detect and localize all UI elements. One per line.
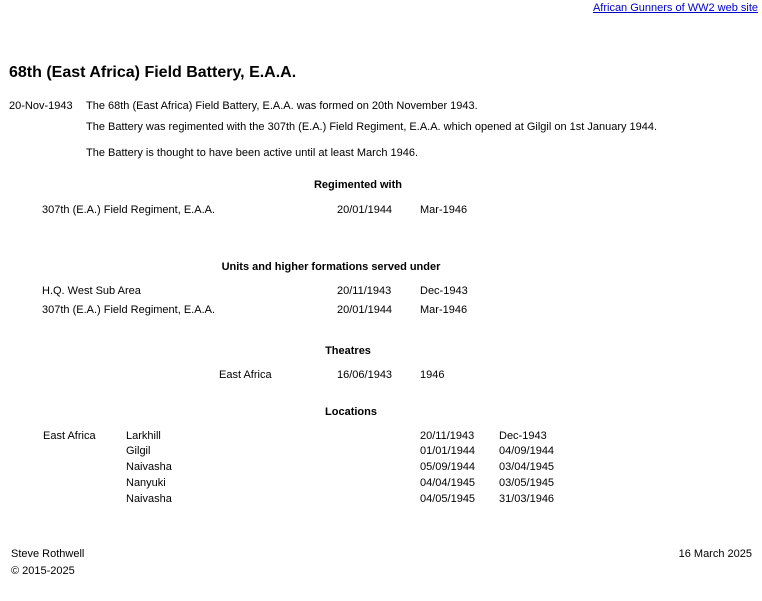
location-place: Gilgil: [126, 445, 151, 457]
date-to: 04/09/1944: [499, 445, 555, 457]
location-region: East Africa: [43, 430, 96, 442]
location-place: Larkhill: [126, 430, 161, 442]
page-title: 68th (East Africa) Field Battery, E.A.A.: [9, 64, 297, 81]
section-heading: Regimented with: [313, 179, 403, 191]
date-to: 1946: [420, 369, 445, 381]
history-line: The 68th (East Africa) Field Battery, E.A.A. was formed on 20th November 1943.: [86, 100, 478, 112]
section-heading: Units and higher formations served under: [221, 261, 441, 273]
section-heading: Theatres: [325, 345, 371, 357]
unit-name: 307th (E.A.) Field Regiment, E.A.A.: [42, 304, 216, 316]
date-to: Dec-1943: [420, 285, 468, 297]
theatre-name: East Africa: [219, 369, 272, 381]
date-from: 04/04/1945: [420, 477, 476, 489]
date-from: 04/05/1945: [420, 493, 476, 505]
unit-name: H.Q. West Sub Area: [42, 285, 141, 297]
date-from: 20/11/1943: [337, 285, 392, 297]
footer-date: 16 March 2025: [678, 548, 752, 560]
footer-author: Steve Rothwell: [11, 548, 85, 560]
date-to: Mar-1946: [420, 304, 468, 316]
date-to: 03/05/1945: [499, 477, 555, 489]
section-heading: Locations: [325, 406, 377, 418]
date-from: 20/11/1943: [420, 430, 475, 442]
date-from: 20/01/1944: [337, 304, 393, 316]
date-from: 16/06/1943: [337, 369, 393, 381]
location-place: Naivasha: [126, 461, 172, 473]
history-date: 20-Nov-1943: [9, 100, 73, 112]
site-home-link[interactable]: African Gunners of WW2 web site: [592, 2, 758, 14]
date-from: 01/01/1944: [420, 445, 476, 457]
location-place: Nanyuki: [126, 477, 166, 489]
date-to: Dec-1943: [499, 430, 547, 442]
date-to: 31/03/1946: [499, 493, 555, 505]
date-to: Mar-1946: [420, 204, 468, 216]
date-from: 05/09/1944: [420, 461, 476, 473]
unit-name: 307th (E.A.) Field Regiment, E.A.A.: [42, 204, 216, 216]
date-to: 03/04/1945: [499, 461, 555, 473]
location-place: Naivasha: [126, 493, 172, 505]
footer-copyright: © 2015-2025: [11, 565, 75, 577]
history-line: The Battery is thought to have been active until at least March 1946.: [86, 147, 419, 159]
history-line: The Battery was regimented with the 307th (E.A.) Field Regiment, E.A.A. which opened at Gilgil on 1st January 1944.: [86, 121, 658, 133]
date-from: 20/01/1944: [337, 204, 393, 216]
